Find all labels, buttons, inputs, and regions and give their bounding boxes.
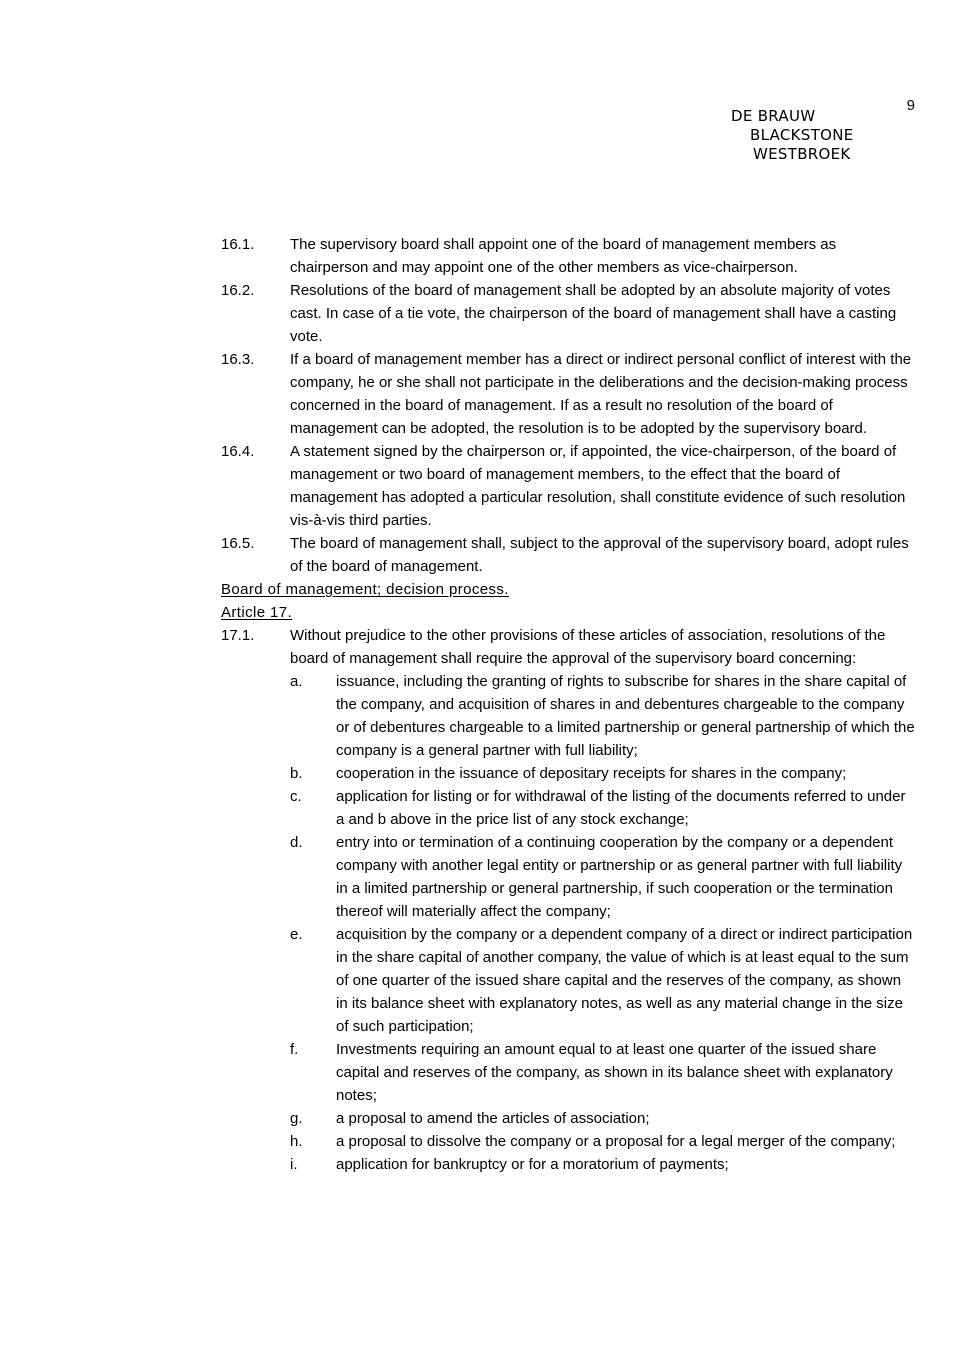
list-item-letter: f.	[290, 1041, 299, 1058]
list-item-text: Investments requiring an amount equal to at least one quarter of the issued share capital and reserves of the company, as shown in its balance sheet with explanatory notes;	[336, 1041, 893, 1104]
clause-16-1	[221, 233, 916, 279]
list-item-text: acquisition by the company or a dependent company of a direct or indirect participation in the share capital of another company, the value of which is at least equal to the sum of one quarter of the issued share capital and the reserves of the company, as shown in its balance sheet with explanatory notes, as well as any material change in the size of such participation;	[336, 926, 913, 1035]
clause-text: Without prejudice to the other provisions of these articles of association, resolutions of the board of management shall require the approval of the supervisory board concerning:	[290, 627, 886, 667]
list-item-text: issuance, including the granting of rights to subscribe for shares in the share capital of the company, and acquisition of shares in and debentures chargeable to the company or of debentures chargeable to a limited partnership or general partnership of which the company is a general partner with full liability;	[336, 673, 915, 759]
clause-16-4	[221, 440, 916, 532]
firm-logo	[731, 107, 901, 164]
clause-text: Resolutions of the board of management shall be adopted by an absolute majority of votes cast. In case of a tie vote, the chairperson of the board of management shall have a casting vote.	[290, 282, 897, 345]
clause-16-5	[221, 532, 916, 578]
clause-number: 16.3.	[221, 351, 255, 368]
list-item-h	[290, 1130, 916, 1153]
list-item-text: a proposal to amend the articles of association;	[336, 1110, 650, 1127]
list-item-letter: i.	[290, 1156, 298, 1173]
clause-16-3	[221, 348, 916, 440]
clause-text: The board of management shall, subject to the approval of the supervisory board, adopt rules of the board of management.	[290, 535, 909, 575]
clause-16-2	[221, 279, 916, 348]
document-body	[221, 233, 916, 1176]
logo-line-3: WESTBROEK	[753, 145, 851, 163]
logo-line-1: DE BRAUW	[731, 107, 816, 125]
list-item-text: application for bankruptcy or for a moratorium of payments;	[336, 1156, 729, 1173]
page-number: 9	[906, 97, 915, 114]
clause-text: A statement signed by the chairperson or, if appointed, the vice-chairperson, of the board of management or two board of management members, to the effect that the board of management has adopted a particular resolution, shall constitute evidence of such resolution vis-à-vis third parties.	[290, 443, 906, 529]
clause-number: 16.2.	[221, 282, 255, 299]
list-item-d	[290, 831, 916, 923]
list-item-c	[290, 785, 916, 831]
list-item-e	[290, 923, 916, 1038]
logo-line-2: BLACKSTONE	[750, 126, 854, 144]
clause-number: 17.1.	[221, 627, 255, 644]
list-item-b	[290, 762, 916, 785]
clause-number: 16.5.	[221, 535, 255, 552]
list-item-letter: h.	[290, 1133, 303, 1150]
clause-number: 16.1.	[221, 236, 255, 253]
list-item-text: a proposal to dissolve the company or a proposal for a legal merger of the company;	[336, 1133, 896, 1150]
list-item-letter: g.	[290, 1110, 303, 1127]
list-item-text: application for listing or for withdrawal of the listing of the documents referred to under a and b above in the price list of any stock exchange;	[336, 788, 906, 828]
clause-17-1	[221, 624, 916, 670]
list-item-letter: e.	[290, 926, 303, 943]
list-item-a	[290, 670, 916, 762]
section-heading: Board of management; decision process.	[221, 581, 509, 598]
article-heading: Article 17.	[221, 604, 293, 621]
list-item-f	[290, 1038, 916, 1107]
clause-number: 16.4.	[221, 443, 255, 460]
list-item-text: cooperation in the issuance of depositary receipts for shares in the company;	[336, 765, 847, 782]
list-item-letter: a.	[290, 673, 303, 690]
list-item-letter: b.	[290, 765, 303, 782]
list-item-text: entry into or termination of a continuing cooperation by the company or a dependent company with another legal entity or partnership or as general partner with full liability in a limited partnership or general partnership, if such cooperation or the termination thereof will materially affect the company;	[336, 834, 903, 920]
list-item-g	[290, 1107, 916, 1130]
list-item-letter: d.	[290, 834, 303, 851]
list-item-letter: c.	[290, 788, 302, 805]
clause-text: The supervisory board shall appoint one of the board of management members as chairperson and may appoint one of the other members as vice-chairperson.	[290, 236, 837, 276]
list-item-i	[290, 1153, 916, 1176]
clause-text: If a board of management member has a direct or indirect personal conflict of interest with the company, he or she shall not participate in the deliberations and the decision-making process concerned in the board of management. If as a result no resolution of the board of management can be adopted, the resolution is to be adopted by the supervisory board.	[290, 351, 912, 437]
